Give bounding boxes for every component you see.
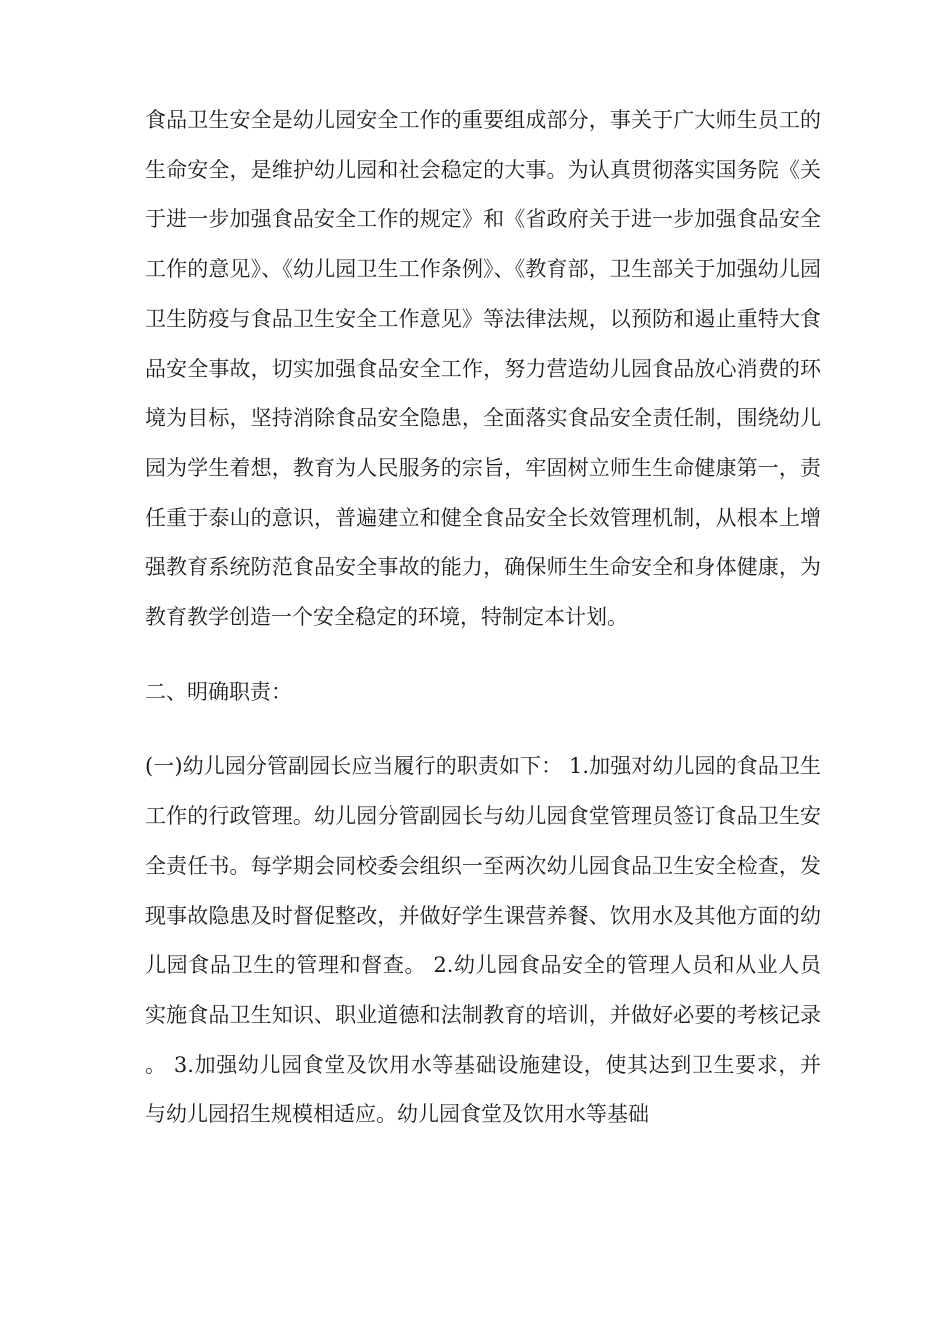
duties-paragraph: (一)幼儿园分管副园长应当履行的职责如下： 1.加强对幼儿园的食品卫生工作的行政管理。幼儿园分管副园长与幼儿园食堂管理员签订食品卫生安全责任书。每学期会同校委会组织一至两次幼儿园食品卫生安全检查，发现事故隐患及时督促整改，并做好学生课营养餐、饮用水及其他方面的幼儿园食品卫生的管理和督查。 2.幼儿园食品安全的管理人员和从业人员实施食品卫生知识、职业道德和法制教育的培训，并做好必要的考核记录。 3.加强幼儿园食堂及饮用水等基础设施建设，使其达到卫生要求，并与幼儿园招生规模相适应。幼儿园食堂及饮用水等基础 — [145, 754, 821, 1127]
document-page — [145, 96, 821, 1140]
section-heading: 二、明确职责： — [145, 679, 292, 704]
intro-paragraph: 食品卫生安全是幼儿园安全工作的重要组成部分，事关于广大师生员工的生命安全，是维护幼儿园和社会稳定的大事。为认真贯彻落实国务院《关于进一步加强食品安全工作的规定》和《省政府关于进一步加强食品安全工作的意见》、《幼儿园卫生工作条例》、《教育部，卫生部关于加强幼儿园卫生防疫与食品卫生安全工作意见》等法律法规，以预防和遏止重特大食品安全事故，切实加强食品安全工作，努力营造幼儿园食品放心消费的环境为目标，坚持消除食品安全隐患，全面落实食品安全责任制，围绕幼儿园为学生着想，教育为人民服务的宗旨，牢固树立师生生命健康第一，责任重于泰山的意识，普遍建立和健全食品安全长效管理机制，从根本上增强教育系统防范食品安全事故的能力，确保师生生命安全和身体健康，为教育教学创造一个安全稳定的环境，特制定本计划。 — [145, 108, 821, 630]
